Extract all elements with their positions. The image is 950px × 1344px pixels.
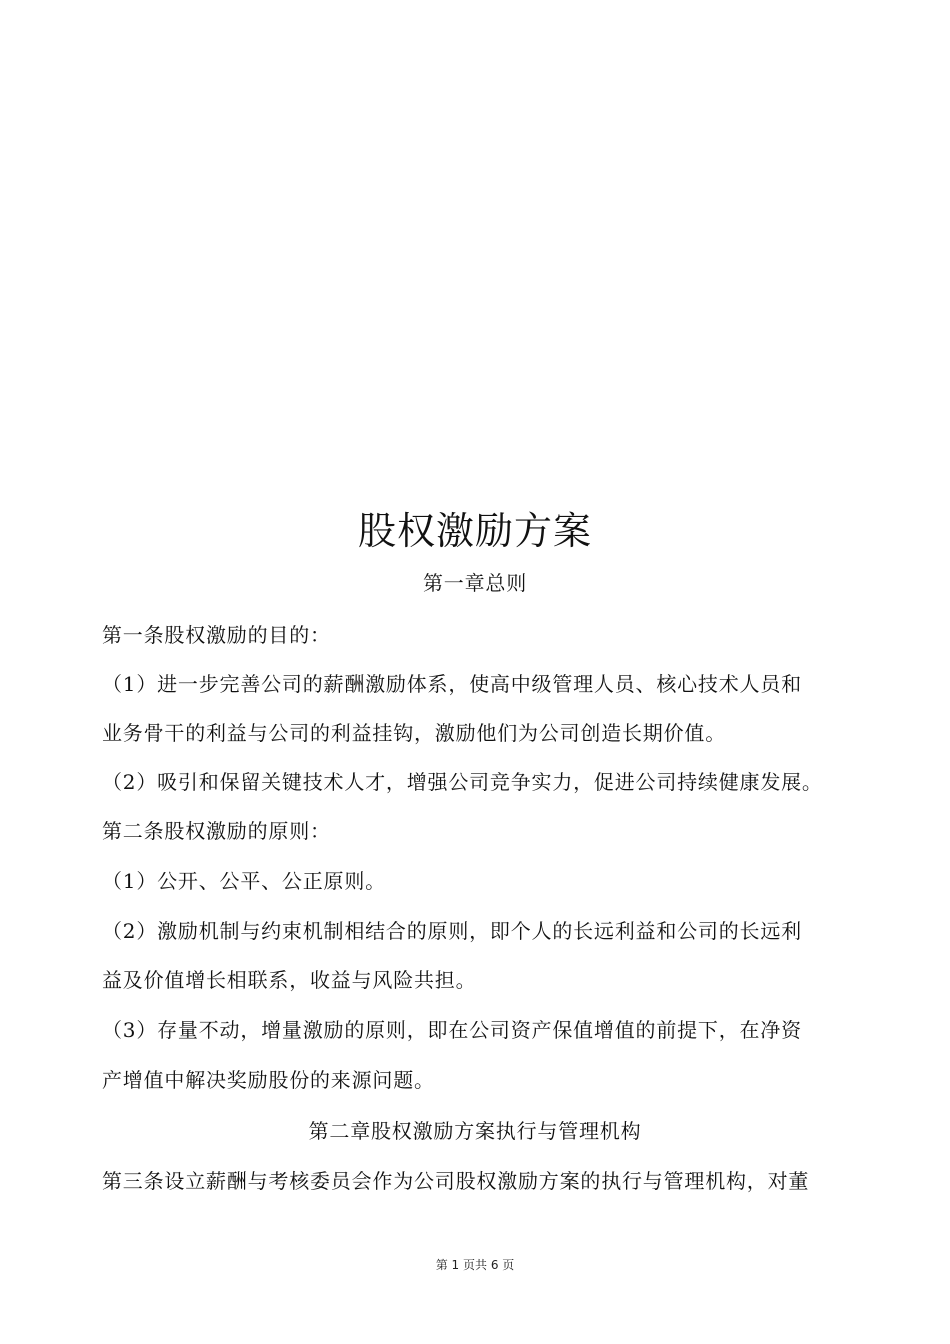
paragraph-line: （2）吸引和保留关键技术人才，增强公司竞争实力，促进公司持续健康发展。 (102, 770, 823, 794)
page-footer: 第 1 页共 6 页 (435, 1258, 515, 1272)
paragraph-line: 业务骨干的利益与公司的利益挂钩，激励他们为公司创造长期价值。 (102, 721, 726, 745)
document-title: 股权激励方案 (357, 509, 592, 553)
paragraph-line: 第三条设立薪酬与考核委员会作为公司股权激励方案的执行与管理机构，对董 (102, 1169, 810, 1193)
chapter-heading: 第一章总则 (423, 571, 527, 595)
paragraph-line: （3）存量不动，增量激励的原则，即在公司资产保值增值的前提下，在净资 (102, 1018, 802, 1042)
paragraph-line: （1）进一步完善公司的薪酬激励体系，使高中级管理人员、核心技术人员和 (102, 672, 802, 696)
article-heading: 第二条股权激励的原则： (102, 819, 331, 843)
paragraph-line: （2）激励机制与约束机制相结合的原则，即个人的长远利益和公司的长远利 (102, 919, 802, 943)
article-heading: 第一条股权激励的目的： (102, 623, 331, 647)
paragraph-line: （1）公开、公平、公正原则。 (102, 869, 386, 893)
paragraph-line: 益及价值增长相联系，收益与风险共担。 (102, 968, 477, 992)
paragraph-line: 产增值中解决奖励股份的来源问题。 (102, 1068, 435, 1092)
chapter-heading: 第二章股权激励方案执行与管理机构 (308, 1119, 642, 1143)
